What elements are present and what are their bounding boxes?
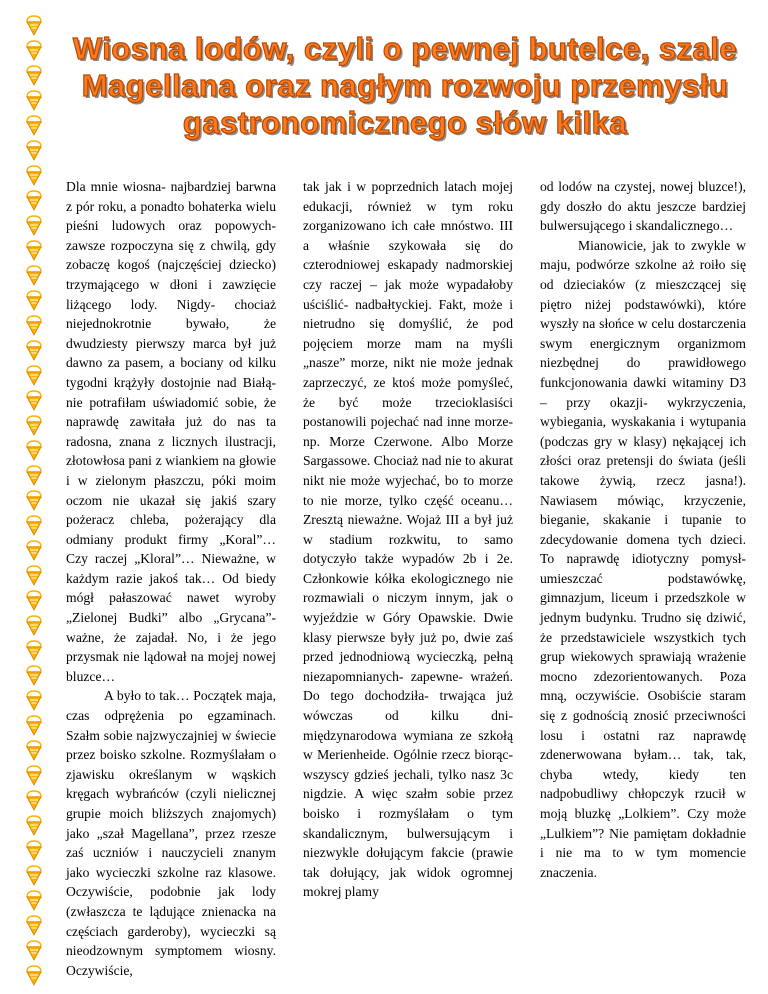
ice-cream-cone-icon <box>24 814 44 836</box>
ice-cream-cone-icon <box>24 739 44 761</box>
ice-cream-cone-icon <box>24 464 44 486</box>
ice-cream-cone-icon <box>24 164 44 186</box>
ice-cream-cone-icon <box>24 289 44 311</box>
ice-cream-cone-icon <box>24 389 44 411</box>
ice-cream-cone-icon <box>24 264 44 286</box>
ice-cream-cone-icon <box>24 139 44 161</box>
ice-cream-cone-icon <box>24 214 44 236</box>
article-column-2 <box>303 177 513 980</box>
ice-cream-cone-icon <box>24 864 44 886</box>
ice-cream-cone-icon <box>24 89 44 111</box>
ice-cream-cone-icon <box>24 39 44 61</box>
ice-cream-cone-icon <box>24 914 44 936</box>
ice-cream-cone-icon <box>24 889 44 911</box>
ice-cream-cone-icon <box>24 189 44 211</box>
ice-cream-cone-icon <box>24 939 44 961</box>
ice-cream-cone-icon <box>24 14 44 36</box>
ice-cream-cone-icon <box>24 64 44 86</box>
ice-cream-cone-icon <box>24 414 44 436</box>
ice-cream-cone-icon <box>24 964 44 986</box>
paragraph: Mianowicie, jak to zwykle w maju, podwórze szkolne aż roiło się od dzieciaków (z mieszczącej się piętro niżej podstawówki), które wyszły na słońce w celu dostarczenia swym energicznym organizmom niezbędnej do prawidłowego funkcjonowania dawki witaminy D3 – przy okazji- wykrzyczenia, wybiegania, wyskakania i wytupania (podczas gry w klasy) nękającej ich złości oraz pretensji do świata (jeśli takowe żywią, rzecz jasna!). Nawiasem mówiąc, krzyczenie, bieganie, skakanie i tupanie to zdecydowanie domena tych dzieci. To naprawdę idiotyczny pomysł- umieszczać podstawówkę, gimnazjum, liceum i przedszkole w jednym budynku. Trudno się dziwić, że przedstawiciele wszystkich tych grup wiekowych sprawiają wrażenie mocno zdezorientowanych. Poza mną, oczywiście. Osobiście staram się z godnością znosić przeciwności losu i ostatni raz naprawdę zdenerwowana byłam… tak, tak, chyba wtedy, kiedy ten nadpobudliwy chłopczyk rzucił w moją bluzkę „Lolkiem”. Czy może „Lulkiem”? Nie pamiętam dokładnie i nie ma to w tym momencie znaczenia. <box>540 237 746 880</box>
ice-cream-cone-icon <box>24 564 44 586</box>
ice-cream-cone-icon <box>24 439 44 461</box>
ice-cream-cone-icon <box>24 589 44 611</box>
article-column-1 <box>66 177 276 980</box>
paragraph: Dla mnie wiosna- najbardziej barwna z pór roku, a ponadto bohaterka wielu pieśni ludowych oraz popowych- zawsze rozpoczyna się z chwilą, gdy zobaczę kogoś (najczęściej dziecko) trzymającego w dłoni i zawzięcie liżącego lody. Nigdy- chociaż niejednokrotnie bywało, że dwudziesty pierwszy marca był już dawno za pasem, a bociany od kilku tygodni krążyły dostojnie nad Białą- nie potrafiłam uświadomić sobie, że naprawdę zawitała już do nas ta radosna, znana z licznych ilustracji, złotowłosa pani z wiankiem na głowie i w zielonym płaszczu, póki moim oczom nie ukazał się jakiś szary pożeracz chleba, pożerający dla odmiany produkt firmy „Koral”… Czy raczej „Kloral”… Nieważne, w każdym razie jakoś tak… Od biedy mógł pałaszować nawet wyroby „Zielonej Budki” albo „Grycana”- ważne, że zajadał. No, i że jego przysmak nie lądował na mojej nowej bluzce… <box>66 179 276 684</box>
ice-cream-cone-icon <box>24 239 44 261</box>
ice-cream-cone-icon <box>24 639 44 661</box>
article-columns <box>66 177 746 980</box>
ice-cream-cone-icon <box>24 489 44 511</box>
ice-cream-cone-icon <box>24 664 44 686</box>
paragraph: od lodów na czystej, nowej bluzce!), gdy doszło do aktu jeszcze bardziej bulwersującego i skandalicznego… <box>540 179 746 234</box>
ice-cream-cone-icon <box>24 614 44 636</box>
ice-cream-border <box>22 14 46 986</box>
ice-cream-cone-icon <box>24 689 44 711</box>
paragraph: A było to tak… Początek maja, czas odprężenia po egzaminach. Szałm sobie najzwyczajniej w świecie przez boisko szkolne. Rozmyślałam o zjawisku określanym w wąskich kręgach wybrańców (czyli nielicznej grupie moich bliższych znajomych) jako „szał Magellana”, przez rzesze zaś uczniów i nauczycieli znanym jako wycieczki szkolne raz klasowe. Oczywiście, podobnie jak lody (zwłaszcza te lądujące znienacka na częściach garderoby), wycieczki są nieodzownym symptomem wiosny. Oczywiście, <box>66 688 276 978</box>
ice-cream-cone-icon <box>24 514 44 536</box>
ice-cream-cone-icon <box>24 764 44 786</box>
paragraph: tak jak i w poprzednich latach mojej edukacji, również w tym roku zorganizowano ich całe mnóstwo. III a właśnie szykowała się do czterodniowej eskapady nadmorskiej czy raczej – jak może wypadałoby uściślić- nadbałtyckiej. Fakt, może i nietrudno się domyślić, że pod pojęciem morze mam na myśli „nasze” morze, nikt nie może jednak zaprzeczyć, ze ktoś może pomyśleć, że być może trzecioklasiści postanowili pojechać nad inne morze- np. Morze Czerwone. Albo Morze Sargassowe. Chociaż nad nie to akurat nikt nie może wyjechać, bo to morze to nie morze, tylko część oceanu… Zresztą nieważne. Wojaż III a był już w stadium rozkwitu, to samo dotyczyło także wypadów 2b i 2e. Członkowie kółka ekologicznego nie rozmawiali o niczym innym, jak o wyjeździe w Góry Opawskie. Dwie klasy pierwsze były już po, dwie zaś przed jednodniową wycieczką, pełną niezapomnianych- zapewne- wrażeń. Do tego dochodziła- trwająca już wówczas od kilku dni- międzynarodowa wymiana ze szkołą w Merienheide. Ogólnie rzecz biorąc- wszyscy gdzieś jechali, tylko nasz 3c nigdzie. A więc szałm sobie przez boisko i rozmyślałam o tym skandalicznym, bulwersującym i niezwykle dołującym fakcie (prawie tak dołujący, jak widok ogromnej mokrej plamy <box>303 179 513 900</box>
page-title: Wiosna lodów, czyli o pewnej butelce, szale Magellana oraz nagłym rozwoju przemysłu gastronomicznego słów kilka <box>72 31 738 140</box>
ice-cream-cone-icon <box>24 339 44 361</box>
ice-cream-cone-icon <box>24 539 44 561</box>
ice-cream-cone-icon <box>24 839 44 861</box>
ice-cream-cone-icon <box>24 714 44 736</box>
ice-cream-cone-icon <box>24 314 44 336</box>
ice-cream-cone-icon <box>24 114 44 136</box>
ice-cream-cone-icon <box>24 789 44 811</box>
article-column-3 <box>540 177 746 980</box>
ice-cream-cone-icon <box>24 364 44 386</box>
